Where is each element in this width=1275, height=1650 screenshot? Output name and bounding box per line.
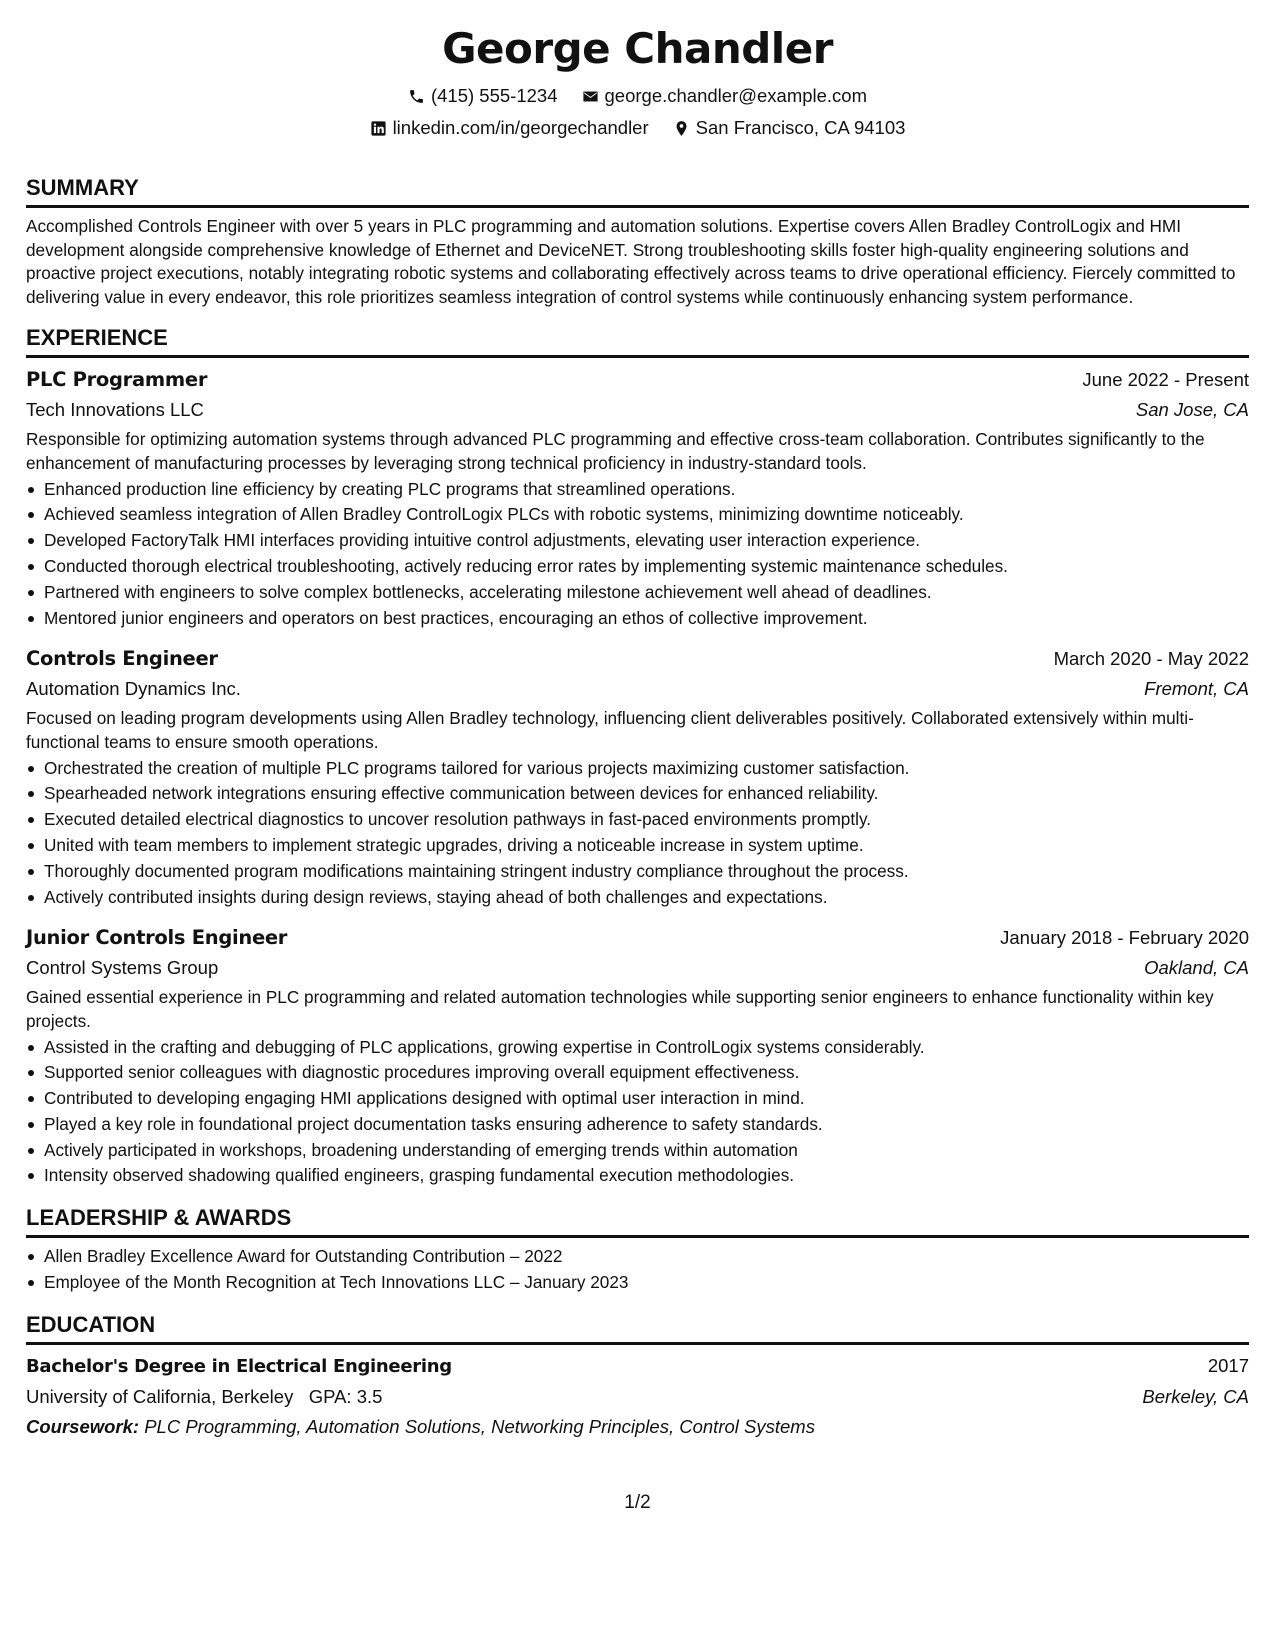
coursework-label: Coursework:: [26, 1415, 140, 1437]
job-dates: June 2022 - Present: [1082, 369, 1249, 391]
contact-linkedin[interactable]: [370, 112, 649, 144]
job-company: Tech Innovations LLC: [26, 399, 204, 421]
education-section: [26, 1310, 1249, 1442]
resume-page: [26, 0, 1249, 1650]
school-location: Berkeley, CA: [1142, 1385, 1249, 1407]
degree-title: Bachelor's Degree in Electrical Engineering: [26, 1355, 452, 1377]
contact-email[interactable]: [582, 80, 868, 112]
job-company-row: [26, 674, 1249, 704]
list-item: Supported senior colleagues with diagnostic procedures improving overall equipment effectiveness.: [44, 1060, 1249, 1086]
awards-section: [26, 1203, 1249, 1296]
job-location: Oakland, CA: [1144, 957, 1249, 979]
list-item: Allen Bradley Excellence Award for Outstanding Contribution – 2022: [44, 1244, 1249, 1270]
job-bullets: [26, 756, 1249, 911]
list-item: Spearheaded network integrations ensuring effective communication between devices for enhanced reliability.: [44, 781, 1249, 807]
school-name: University of California, Berkeley GPA: 3.5: [26, 1385, 383, 1407]
email-link[interactable]: george.chandler@example.com: [604, 85, 868, 106]
coursework-text: PLC Programming, Automation Solutions, Networking Principles, Control Systems: [139, 1415, 815, 1437]
job-header-row: [26, 365, 1249, 395]
list-item: Enhanced production line efficiency by creating PLC programs that streamlined operations.: [44, 477, 1249, 503]
job-company-row: [26, 953, 1249, 983]
list-item: Employee of the Month Recognition at Tech Innovations LLC – January 2023: [44, 1270, 1249, 1296]
job-dates: March 2020 - May 2022: [1053, 648, 1249, 670]
job-location: Fremont, CA: [1144, 678, 1249, 700]
experience-section: [26, 323, 1249, 1189]
job-entry: [26, 644, 1249, 910]
experience-heading: EXPERIENCE: [26, 323, 1249, 358]
job-company: Automation Dynamics Inc.: [26, 678, 241, 700]
job-header-row: [26, 923, 1249, 953]
job-title: PLC Programmer: [26, 368, 208, 392]
job-header-row: [26, 644, 1249, 674]
summary-heading: SUMMARY: [26, 173, 1249, 208]
linkedin-link[interactable]: linkedin.com/in/georgechandler: [392, 117, 649, 138]
phone-icon: [408, 88, 425, 105]
contact-row-primary: [26, 80, 1249, 112]
list-item: Executed detailed electrical diagnostics to uncover resolution pathways in fast-paced environments promptly.: [44, 807, 1249, 833]
contact-phone: [408, 80, 558, 112]
job-description: Focused on leading program developments using Allen Bradley technology, influencing client deliverables positively. Collaborated extensively within multi-functional teams to ensure smooth operations.: [26, 708, 1194, 752]
map-pin-icon: [673, 120, 690, 137]
list-item: Played a key role in foundational project documentation tasks ensuring adherence to safety standards.: [44, 1112, 1249, 1138]
list-item: United with team members to implement strategic upgrades, driving a noticeable increase in system uptime.: [44, 833, 1249, 859]
education-entry: [26, 1351, 1249, 1442]
list-item: Assisted in the crafting and debugging of PLC applications, growing expertise in ControlLogix systems considerably.: [44, 1035, 1249, 1061]
contact-location: [673, 112, 906, 144]
resume-header: [26, 0, 1249, 144]
page-number: 1/2: [624, 1492, 651, 1513]
list-item: Achieved seamless integration of Allen Bradley ControlLogix PLCs with robotic systems, minimizing downtime noticeably.: [44, 502, 1249, 528]
candidate-name: George Chandler: [442, 24, 833, 73]
awards-heading: LEADERSHIP & AWARDS: [26, 1203, 1249, 1238]
envelope-icon: [582, 88, 599, 105]
list-item: Actively contributed insights during design reviews, staying ahead of both challenges and expectations.: [44, 885, 1249, 911]
school-row: [26, 1382, 1249, 1412]
coursework-line: [26, 1412, 1249, 1442]
list-item: Actively participated in workshops, broadening understanding of emerging trends within automation: [44, 1138, 1249, 1164]
job-entry: [26, 923, 1249, 1189]
graduation-year: 2017: [1207, 1354, 1249, 1376]
summary-section: [26, 173, 1249, 309]
awards-list: [26, 1244, 1249, 1296]
list-item: Thoroughly documented program modifications maintaining stringent industry compliance throughout the process.: [44, 859, 1249, 885]
job-location: San Jose, CA: [1135, 399, 1249, 421]
location-text: San Francisco, CA 94103: [695, 117, 906, 138]
list-item: Contributed to developing engaging HMI applications designed with optimal user interaction in mind.: [44, 1086, 1249, 1112]
job-dates: January 2018 - February 2020: [1000, 927, 1249, 949]
job-description: Gained essential experience in PLC programming and related automation technologies while supporting senior engineers to enhance functionality within key projects.: [26, 987, 1214, 1031]
linkedin-icon: [370, 120, 387, 137]
contact-row-secondary: [26, 112, 1249, 144]
job-company-row: [26, 395, 1249, 425]
phone-text: (415) 555-1234: [430, 85, 558, 106]
job-title: Controls Engineer: [26, 647, 218, 671]
summary-text: Accomplished Controls Engineer with over 5 years in PLC programming and automation solutions. Expertise covers Allen Bradley ControlLogix and HMI development alongside comprehensive knowledge of Ethernet and DeviceNET. Strong troubleshooting skills foster high-quality engineering solutions and proactive project executions, notably integrating robotic systems and collaborating effectively across teams to drive operational efficiency. Fiercely committed to delivering value in every endeavor, this role prioritizes seamless integration of control systems while continuously enhancing system performance.: [26, 216, 1236, 307]
job-bullets: [26, 477, 1249, 632]
job-company: Control Systems Group: [26, 957, 219, 979]
job-bullets: [26, 1035, 1249, 1190]
list-item: Partnered with engineers to solve complex bottlenecks, accelerating milestone achievement well ahead of deadlines.: [44, 580, 1249, 606]
list-item: Conducted thorough electrical troubleshooting, actively reducing error rates by implementing systemic maintenance schedules.: [44, 554, 1249, 580]
job-title: Junior Controls Engineer: [26, 926, 288, 950]
list-item: Developed FactoryTalk HMI interfaces providing intuitive control adjustments, elevating user interaction experience.: [44, 528, 1249, 554]
list-item: Orchestrated the creation of multiple PLC programs tailored for various projects maximizing customer satisfaction.: [44, 756, 1249, 782]
job-entry: [26, 365, 1249, 631]
list-item: Intensity observed shadowing qualified engineers, grasping fundamental execution methodologies.: [44, 1163, 1249, 1189]
list-item: Mentored junior engineers and operators on best practices, encouraging an ethos of collective improvement.: [44, 606, 1249, 632]
education-heading: EDUCATION: [26, 1310, 1249, 1345]
degree-row: [26, 1351, 1249, 1382]
job-description: Responsible for optimizing automation systems through advanced PLC programming and effective cross-team collaboration. Contributes significantly to the enhancement of manufacturing processes by leveraging strong technical proficiency in industry-standard tools.: [26, 429, 1205, 473]
